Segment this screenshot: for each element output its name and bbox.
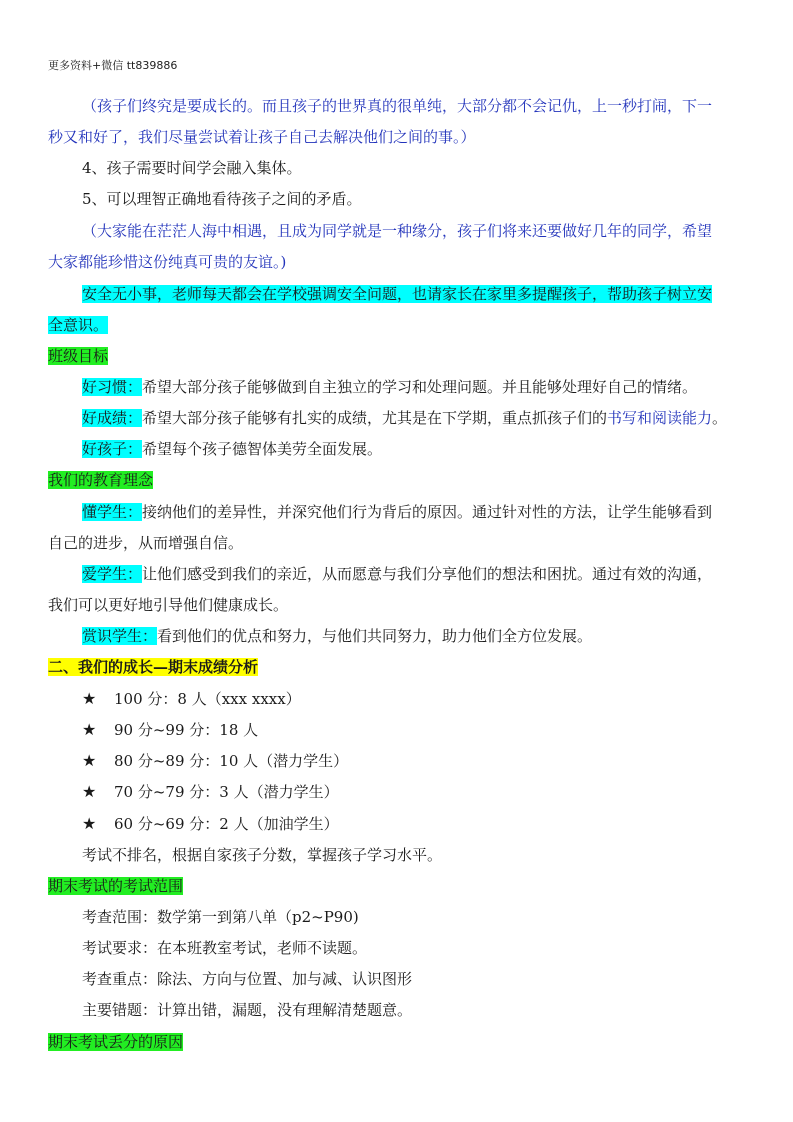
star-icon: ★ xyxy=(82,689,97,708)
score-row xyxy=(82,782,339,802)
no-rank-note: 考试不排名，根据自家孩子分数，掌握孩子学习水平。 xyxy=(82,846,443,864)
section-heading: 期末考试丢分的原因 xyxy=(48,1033,184,1051)
note-line: 大家都能珍惜这份纯真可贵的友谊。) xyxy=(48,253,287,271)
goal-text: 希望大部分孩子能够有扎实的成绩，尤其是在下学期，重点抓孩子们的 xyxy=(142,409,608,427)
list-item: 4、孩子需要时间学会融入集体。 xyxy=(82,159,302,177)
goal-emphasis: 书写和阅读能力 xyxy=(607,409,713,427)
section-heading: 我们的教育理念 xyxy=(48,471,154,489)
note-line: （孩子们终究是要成长的。而且孩子的世界真的很单纯，大部分都不会记仇，上一秒打闹，下一 xyxy=(82,97,713,115)
star-icon: ★ xyxy=(82,782,97,801)
goal-habit xyxy=(82,377,697,397)
goal-text: 希望每个孩子德智体美劳全面发展。 xyxy=(142,440,383,458)
score-row xyxy=(82,751,348,771)
score-text: 60 分~69 分：2 人（加油学生） xyxy=(114,815,339,833)
philosophy-love xyxy=(82,564,712,584)
score-text: 90 分~99 分：18 人 xyxy=(114,721,259,739)
philosophy-label: 懂学生： xyxy=(82,503,143,521)
exam-scope: 考查范围：数学第一到第八单（p2~P90) xyxy=(82,908,359,926)
goal-label: 好习惯： xyxy=(82,378,143,396)
star-icon: ★ xyxy=(82,720,97,739)
score-row xyxy=(82,814,339,834)
philosophy-understand xyxy=(82,502,712,522)
philosophy-label: 爱学生： xyxy=(82,565,143,583)
note-line: （大家能在茫茫人海中相遇，且成为同学就是一种缘分，孩子们将来还要做好几年的同学，希望 xyxy=(82,222,713,240)
list-item: 5、可以理智正确地看待孩子之间的矛盾。 xyxy=(82,190,362,208)
star-icon: ★ xyxy=(82,814,97,833)
philosophy-praise xyxy=(82,626,592,646)
safety-line: 全意识。 xyxy=(48,316,109,334)
philosophy-text: 我们可以更好地引导他们健康成长。 xyxy=(48,596,289,614)
section-heading: 期末考试的考试范围 xyxy=(48,877,184,895)
star-icon: ★ xyxy=(82,751,97,770)
goal-text-end: 。 xyxy=(712,409,728,427)
philosophy-label: 赏识学生： xyxy=(82,627,158,645)
goal-kid xyxy=(82,439,382,459)
philosophy-text: 自己的进步，从而增强自信。 xyxy=(48,534,244,552)
section-heading: 班级目标 xyxy=(48,347,109,365)
goal-label: 好孩子： xyxy=(82,440,143,458)
note-line: 秒又和好了，我们尽量尝试着让孩子自己去解决他们之间的事。） xyxy=(48,128,476,146)
exam-rules: 考试要求：在本班教室考试，老师不读题。 xyxy=(82,939,368,957)
philosophy-text: 让他们感受到我们的亲近，从而愿意与我们分享他们的想法和困扰。通过有效的沟通， xyxy=(142,565,713,583)
exam-errors: 主要错题：计算出错，漏题，没有理解清楚题意。 xyxy=(82,1001,413,1019)
score-text: 80 分~89 分：10 人（潜力学生） xyxy=(114,752,349,770)
section-heading: 二、我们的成长—期末成绩分析 xyxy=(48,658,259,676)
goal-label: 好成绩： xyxy=(82,409,143,427)
exam-focus: 考查重点：除法、方向与位置、加与减、认识图形 xyxy=(82,970,413,988)
safety-line: 安全无小事，老师每天都会在学校强调安全问题，也请家长在家里多提醒孩子，帮助孩子树立安 xyxy=(82,285,713,303)
philosophy-text: 接纳他们的差异性，并深究他们行为背后的原因。通过针对性的方法，让学生能够看到 xyxy=(142,503,713,521)
score-row xyxy=(82,720,258,740)
goal-text: 希望大部分孩子能够做到自主独立的学习和处理问题。并且能够处理好自己的情绪。 xyxy=(142,378,698,396)
score-text: 70 分~79 分：3 人（潜力学生） xyxy=(114,783,339,801)
score-text: 100 分：8 人（xxx xxxx） xyxy=(114,690,301,708)
goal-grade xyxy=(82,408,727,428)
page-header: 更多资料+微信 tt839886 xyxy=(48,59,178,72)
philosophy-text: 看到他们的优点和努力，与他们共同努力，助力他们全方位发展。 xyxy=(157,627,593,645)
score-row xyxy=(82,689,301,709)
